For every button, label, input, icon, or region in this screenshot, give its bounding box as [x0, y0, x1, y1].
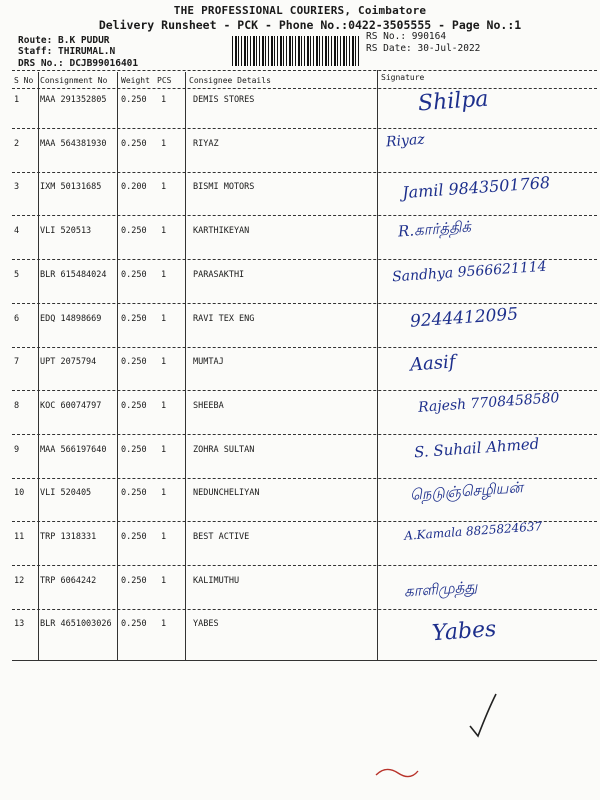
row-divider [12, 128, 597, 129]
row-pcs: 1 [161, 95, 167, 105]
row-consignee: MUMTAJ [193, 357, 224, 368]
col-divider [185, 72, 186, 660]
row-weight: 0.250 [121, 575, 147, 586]
row-pcs: 1 [161, 400, 167, 411]
drs-number: DRS No.: DCJB99016401 [18, 58, 139, 69]
row-pcs: 1 [161, 138, 167, 149]
route-label: Route: B.K PUDUR [18, 35, 110, 46]
row-consignee: BISMI MOTORS [193, 182, 255, 193]
row-consignee: DEMIS STORES [193, 95, 255, 105]
row-signature: Rajesh 7708458580 [417, 389, 560, 416]
row-pcs: 1 [161, 357, 167, 368]
row-signature: நெடுஞ்செழியன் [409, 478, 524, 505]
col-header-signature: Signature [381, 73, 425, 82]
row-sno: 13 [14, 619, 25, 630]
col-header-weight: Weight [121, 76, 150, 85]
check-mark [466, 690, 506, 740]
row-consignment-no: UPT 2075794 [40, 357, 97, 368]
row-sno: 10 [14, 488, 25, 499]
row-consignment-no: KOC 60074797 [40, 400, 102, 411]
staff-label: Staff: THIRUMAL.N [18, 46, 116, 57]
row-consignment-no: MAA 566197640 [40, 444, 107, 455]
row-signature: Shilpa [417, 86, 490, 117]
row-divider [12, 565, 597, 566]
rs-date: RS Date: 30-Jul-2022 [366, 43, 481, 54]
row-weight: 0.250 [121, 269, 147, 280]
row-pcs: 1 [161, 444, 167, 455]
row-divider [12, 347, 597, 348]
col-divider [377, 70, 378, 660]
row-consignee: PARASAKTHI [193, 269, 245, 280]
row-pcs: 1 [161, 182, 167, 193]
row-sno: 5 [14, 269, 20, 280]
col-header-sno: S No [14, 76, 34, 85]
row-weight: 0.250 [121, 357, 147, 368]
row-pcs: 1 [161, 575, 167, 586]
row-pcs: 1 [161, 488, 167, 499]
bottom-scribble [372, 763, 422, 783]
row-weight: 0.250 [121, 619, 147, 630]
row-consignee: RAVI TEX ENG [193, 313, 255, 324]
row-signature: காளிமுத்து [403, 577, 478, 601]
row-weight: 0.250 [121, 444, 147, 455]
row-signature: Yabes [431, 617, 498, 647]
row-pcs: 1 [161, 532, 167, 542]
row-weight: 0.250 [121, 313, 147, 324]
row-consignment-no: EDQ 14898669 [40, 313, 102, 324]
barcode [232, 36, 360, 66]
row-signature: Jamil 9843501768 [401, 173, 551, 203]
row-consignee: NEDUNCHELIYAN [193, 488, 260, 499]
row-consignee: YABES [193, 619, 219, 630]
row-sno: 11 [14, 532, 25, 542]
row-pcs: 1 [161, 619, 167, 630]
row-consignment-no: BLR 615484024 [40, 269, 107, 280]
row-signature: A.Kamala 8825824637 [403, 519, 543, 543]
row-weight: 0.250 [121, 532, 147, 542]
row-consignment-no: MAA 564381930 [40, 138, 107, 149]
row-sno: 7 [14, 357, 20, 368]
col-divider [38, 72, 39, 660]
row-sno: 3 [14, 182, 20, 193]
row-signature: 9244412095 [409, 303, 519, 332]
row-sno: 12 [14, 575, 25, 586]
table-top-line [12, 70, 597, 71]
row-sno: 6 [14, 313, 20, 324]
row-pcs: 1 [161, 313, 167, 324]
row-sno: 2 [14, 138, 20, 149]
row-sno: 1 [14, 95, 20, 105]
row-weight: 0.250 [121, 400, 147, 411]
row-sno: 4 [14, 226, 20, 237]
row-consignment-no: TRP 1318331 [40, 532, 97, 542]
table-header-line [12, 88, 597, 89]
row-signature: Aasif [409, 351, 457, 376]
row-consignment-no: MAA 291352805 [40, 95, 107, 105]
row-divider [12, 259, 597, 260]
row-consignment-no: TRP 6064242 [40, 575, 97, 586]
row-signature: S. Suhail Ahmed [413, 434, 540, 461]
row-consignee: ZOHRA SULTAN [193, 444, 255, 455]
row-consignment-no: VLI 520405 [40, 488, 92, 499]
col-header-consignment: Consignment No [40, 76, 108, 85]
row-divider [12, 434, 597, 435]
row-weight: 0.250 [121, 488, 147, 499]
row-consignment-no: BLR 4651003026 [40, 619, 112, 630]
row-divider [12, 215, 597, 216]
row-weight: 0.250 [121, 226, 147, 237]
runsheet-subtitle: Delivery Runsheet - PCK - Phone No.:0422-3505555 - Page No.:1 [98, 18, 522, 32]
row-consignment-no: VLI 520513 [40, 226, 92, 237]
row-divider [12, 390, 597, 391]
row-consignee: KALIMUTHU [193, 575, 240, 586]
row-consignee: BEST ACTIVE [193, 532, 250, 542]
row-consignee: KARTHIKEYAN [193, 226, 250, 237]
row-pcs: 1 [161, 226, 167, 237]
row-sno: 8 [14, 400, 20, 411]
row-divider [12, 609, 597, 610]
row-signature: Riyaz [385, 131, 426, 151]
company-title: THE PROFESSIONAL COURIERS, Coimbatore [173, 4, 427, 17]
row-sno: 9 [14, 444, 20, 455]
row-pcs: 1 [161, 269, 167, 280]
col-header-pcs: PCS [157, 76, 172, 85]
row-weight: 0.250 [121, 95, 147, 105]
row-divider [12, 172, 597, 173]
col-divider [117, 72, 118, 660]
table-bottom-line [12, 660, 597, 661]
row-divider [12, 303, 597, 304]
row-signature: Sandhya 9566621114 [391, 258, 548, 286]
col-header-consignee: Consignee Details [189, 76, 271, 85]
rs-number: RS No.: 990164 [366, 31, 447, 42]
row-consignee: SHEEBA [193, 400, 224, 411]
row-weight: 0.200 [121, 182, 147, 193]
row-consignment-no: IXM 50131685 [40, 182, 102, 193]
row-consignee: RIYAZ [193, 138, 219, 149]
row-signature: R.கார்த்திக் [397, 217, 472, 241]
row-weight: 0.250 [121, 138, 147, 149]
